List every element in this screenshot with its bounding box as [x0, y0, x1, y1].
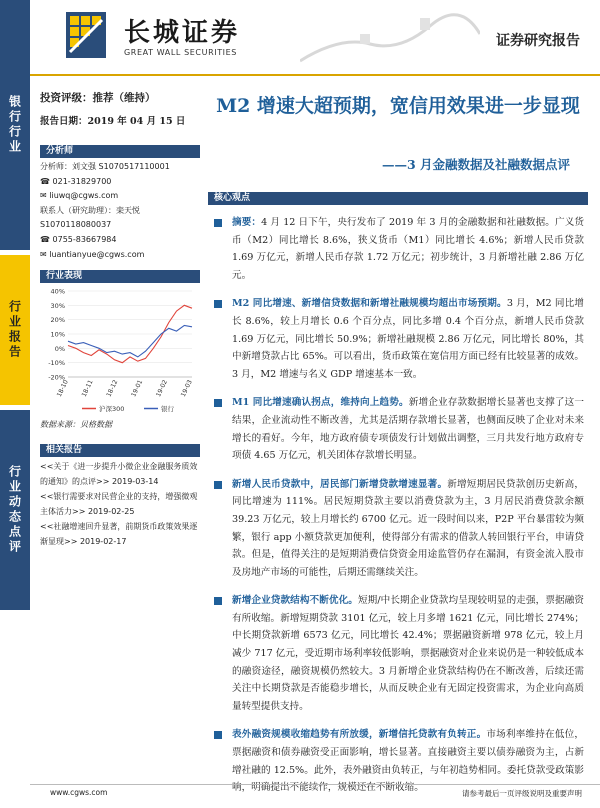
- sidebar-industry-report: [0, 255, 30, 405]
- sidebar-label-report: 行业报告: [7, 300, 22, 360]
- header-rule: [30, 74, 600, 76]
- analyst-line: 分析师：刘文强 S1070517110001: [40, 162, 170, 171]
- related-section-label: 相关报告: [40, 444, 200, 457]
- core-view-label: 核心观点: [208, 192, 588, 205]
- core-bullet: [212, 214, 584, 284]
- legend-label: 银行: [161, 405, 174, 414]
- analyst-line: ☎ 0755-83667984: [40, 234, 117, 244]
- analyst-line: 联系人（研究助理）：栾天悦: [40, 205, 140, 215]
- footer-url[interactable]: www.cgws.com: [50, 788, 108, 797]
- related-report-link[interactable]: <<社融增速回升显著，前期货币政策效果逐渐显现>> 2019-02-17: [40, 522, 198, 547]
- bullet-lead: 摘要：: [232, 217, 262, 228]
- great-wall-logo-icon: [66, 12, 106, 58]
- bullet-text: 市场利率维持在低位，票据融资和债券融资受正面影响，增长显著。直接融资主要以债券融资为主，占新增社融的 12.5%。此外，表外融资由负转正，与年初趋势相同。委托贷款受政策影响，明确提出不能续作，规模还在不断收缩。: [232, 729, 585, 794]
- x-tick-label: 19-01: [130, 379, 145, 399]
- core-bullet: [212, 476, 584, 582]
- analyst-line: ☎ 021-31829700: [40, 176, 112, 186]
- y-tick-label: 10%: [50, 330, 65, 339]
- y-tick-label: 30%: [50, 301, 65, 310]
- rating: 投资评级：推荐（维持）: [40, 92, 156, 104]
- bullet-text: 新增短期居民贷款创历史新高，同比增速为 111%。居民短期贷款主要以消费贷款为主，3 月居民消费贷款余额 39.23 万亿元，较上月增长约 6700 亿元。近一段时间以来，P2P 平台暴雷较为频繁，银行 app 小额贷款更加便利，使得部分有需求的借款人转回银行平台，申请贷款。但是，值得关注的是短期消费信贷资金用途监管仍存在漏洞，有资金流入股市及房地产市场的可能性，后期还需继续关注。: [232, 478, 585, 578]
- bullet-lead: M1 同比增速确认拐点，维持向上趋势。: [232, 397, 409, 409]
- bullet-lead: 新增企业贷款结构不断优化。: [232, 595, 358, 607]
- left-sidebar: [0, 0, 30, 800]
- bullet-lead: 表外融资规模收缩趋势有所放缓，新增信托贷款有负转正。: [232, 729, 487, 741]
- page-header: [30, 0, 600, 76]
- logo-english-name: GREAT WALL SECURITIES: [124, 48, 237, 57]
- x-tick-label: 18-12: [105, 379, 120, 399]
- related-report-link[interactable]: <<银行需要求对民营企业的支持，增强微观主体活力>> 2019-02-25: [40, 492, 198, 517]
- bullet-square-icon: [214, 219, 222, 227]
- y-tick-label: 40%: [50, 287, 65, 296]
- analyst-line[interactable]: ✉ liuwq@cgws.com: [40, 191, 119, 201]
- series-line-bank: [68, 326, 192, 358]
- bullet-square-icon: [214, 481, 222, 489]
- x-tick-label: 18-10: [55, 379, 70, 399]
- left-column: [40, 90, 200, 549]
- chart-source: 数据来源：贝格数据: [40, 420, 112, 430]
- core-bullet: [212, 295, 584, 383]
- x-tick-label: 19-03: [179, 379, 194, 399]
- bullet-text: 4 月 12 日下午，央行发布了 2019 年 3 月的金融数据和社融数据。广义货币（M2）同比增长 8.6%，狭义货币（M1）同比增长 4.6%；新增人民币贷款 1.69 万亿元，新增人民币存款 1.72 万亿元；初步统计，3 月新增社融 2.86 万亿元。: [232, 217, 584, 281]
- legend-label: 沪深300: [99, 405, 125, 414]
- related-reports: [40, 459, 200, 549]
- logo-chinese-name: 长城证券: [124, 18, 241, 48]
- sidebar-industry-bank: [0, 0, 30, 250]
- analyst-info: [40, 160, 200, 262]
- footer-note: 请参考最后一页评级说明及重要声明: [462, 789, 582, 798]
- bullet-lead: 新增人民币贷款中，居民部门新增贷款增速显著。: [232, 478, 448, 490]
- bullet-square-icon: [214, 300, 222, 308]
- sidebar-label-comment: 行业动态点评: [7, 465, 22, 555]
- analyst-line[interactable]: ✉ luantianyue@cgws.com: [40, 249, 145, 259]
- bullet-text: 3 月，M2 同比增长 8.6%，较上月增长 0.6 个百分点，同比多增 0.4 个百分点，新增人民币贷款 1.69 万亿元，同比增长 50.9%；新增社融规模 2.86 万亿元，同比增长 80%，其中新增贷款占比 65%。可以看出，货币政策在宽信用方面已经有比较显著的成效。3 月，M2 增速与名义 GDP 增速基本一致。: [232, 298, 584, 380]
- analyst-section-label: 分析师: [40, 145, 200, 158]
- industry-performance-chart: [40, 285, 200, 417]
- core-bullet: [212, 592, 584, 715]
- report-type: 证券研究报告: [496, 33, 580, 49]
- related-report-link[interactable]: <<关于《进一步提升小微企业金融服务质效的通知》的点评>> 2019-03-14: [40, 462, 198, 487]
- core-bullet: [212, 394, 584, 464]
- bullet-text: 短期/中长期企业贷款均呈现较明显的走强，票据融资有所收缩。新增短期贷款 3101 亿元，较上月多增 1621 亿元，同比增长 274%；中长期贷款新增 6573 亿元，同比增长 42.4%；票据融资新增 978 亿元，较上月减少 717 亿元，受近期市场利率较低影响，票据融资对企业来说仍是一种较低成本的融资途径，融资规模仍然较大。3 月新增企业贷款结构仍在不断改善，后续还需关注中长期贷款是否能稳步增长，从而反映企业有无固定投资需求，为企业向高质量转型提供支持。: [232, 595, 585, 712]
- bullet-text: 新增企业存款数据增长显著也支撑了这一结果，企业流动性不断改善，尤其是活期存款增长显著，也侧面反映了企业对未来增长的看好。今年，地方政府债专项债发行计划做出调整，三月共发行地方政府专项债 4.65 万亿元，机关团体存款增长明显。: [232, 397, 585, 462]
- chart-section-label: 行业表现: [40, 270, 200, 283]
- report-date: 报告日期：2019 年 04 月 15 日: [40, 116, 186, 127]
- bullet-lead: M2 同比增速、新增信贷数据和新增社融规模均超出市场预期。: [232, 298, 507, 310]
- y-tick-label: 0%: [54, 344, 65, 353]
- bullet-square-icon: [214, 731, 222, 739]
- y-tick-label: 20%: [50, 316, 65, 325]
- x-tick-label: 19-02: [155, 379, 170, 399]
- y-tick-label: -10%: [48, 359, 65, 368]
- bullet-square-icon: [214, 597, 222, 605]
- page-footer: [30, 784, 600, 801]
- analyst-line: S1070118080037: [40, 220, 112, 230]
- sidebar-label-bank: 银行行业: [7, 95, 22, 155]
- y-tick-label: -20%: [48, 373, 65, 382]
- bullet-square-icon: [214, 399, 222, 407]
- sidebar-industry-comment: [0, 410, 30, 610]
- core-bullets: [212, 214, 584, 808]
- x-tick-label: 18-11: [80, 379, 95, 399]
- great-wall-illustration: [300, 6, 480, 66]
- report-title: M2 增速大超预期，宽信用效果进一步显现: [216, 95, 580, 117]
- report-subtitle: ——3 月金融数据及社融数据点评: [381, 157, 570, 172]
